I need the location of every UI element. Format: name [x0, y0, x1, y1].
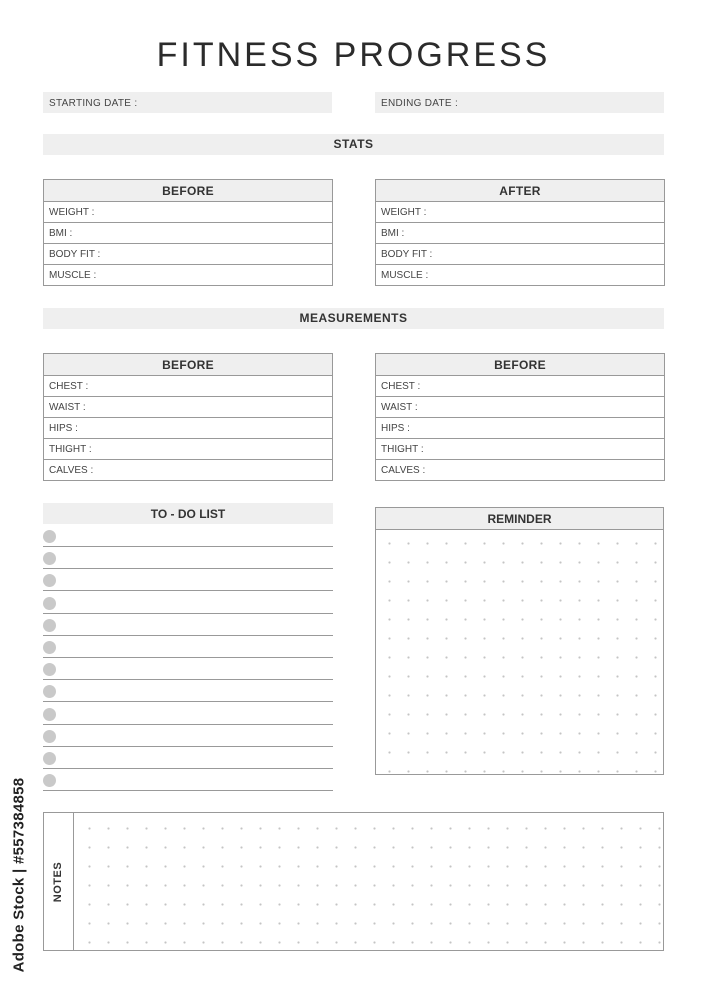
todo-list-heading: TO - DO LIST [43, 503, 333, 524]
measurement-right-chest[interactable]: CHEST : [376, 376, 665, 397]
notes-box [43, 812, 664, 951]
stats-before-muscle[interactable]: MUSCLE : [44, 265, 333, 286]
measurement-left-chest[interactable]: CHEST : [44, 376, 333, 397]
page-title: FITNESS PROGRESS [156, 36, 551, 74]
measurements-right-table [375, 353, 665, 481]
measurement-left-thight[interactable]: THIGHT : [44, 439, 333, 460]
todo-bullet-icon[interactable] [43, 530, 56, 543]
notes-dot-grid[interactable] [74, 813, 663, 950]
todo-bullet-icon[interactable] [43, 708, 56, 721]
todo-item[interactable] [43, 569, 333, 591]
todo-bullet-icon[interactable] [43, 597, 56, 610]
todo-bullet-icon[interactable] [43, 752, 56, 765]
notes-label: NOTES [52, 861, 64, 903]
measurement-right-calves[interactable]: CALVES : [376, 460, 665, 481]
measurement-left-waist[interactable]: WAIST : [44, 397, 333, 418]
todo-bullet-icon[interactable] [43, 685, 56, 698]
measurement-right-thight[interactable]: THIGHT : [376, 439, 665, 460]
todo-bullet-icon[interactable] [43, 641, 56, 654]
measurement-right-waist[interactable]: WAIST : [376, 397, 665, 418]
todo-item[interactable] [43, 547, 333, 569]
measurement-right-hips[interactable]: HIPS : [376, 418, 665, 439]
reminder-heading: REMINDER [376, 508, 663, 530]
measurements-heading: MEASUREMENTS [43, 308, 664, 329]
todo-bullet-icon[interactable] [43, 574, 56, 587]
todo-bullet-icon[interactable] [43, 619, 56, 632]
reminder-box [375, 507, 664, 775]
stats-heading: STATS [43, 134, 664, 155]
reminder-dot-grid[interactable] [376, 530, 663, 774]
stock-watermark [6, 760, 32, 990]
todo-item[interactable] [43, 658, 333, 680]
measurements-left-heading: BEFORE [44, 354, 333, 376]
stats-after-bmi[interactable]: BMI : [376, 223, 665, 244]
notes-side-panel [44, 813, 74, 950]
stats-before-body-fit[interactable]: BODY FIT : [44, 244, 333, 265]
stats-before-table [43, 179, 333, 286]
stats-after-heading: AFTER [376, 180, 665, 202]
todo-item[interactable] [43, 592, 333, 614]
measurements-left-table [43, 353, 333, 481]
ending-date-field[interactable]: ENDING DATE : [375, 92, 664, 113]
todo-item[interactable] [43, 680, 333, 702]
stats-after-table [375, 179, 665, 286]
stats-before-bmi[interactable]: BMI : [44, 223, 333, 244]
todo-item[interactable] [43, 769, 333, 791]
todo-item[interactable] [43, 725, 333, 747]
todo-item[interactable] [43, 525, 333, 547]
measurement-left-hips[interactable]: HIPS : [44, 418, 333, 439]
stats-before-weight[interactable]: WEIGHT : [44, 202, 333, 223]
watermark-text: Adobe Stock | #557384858 [10, 777, 28, 973]
todo-bullet-icon[interactable] [43, 774, 56, 787]
todo-bullet-icon[interactable] [43, 730, 56, 743]
starting-date-field[interactable]: STARTING DATE : [43, 92, 332, 113]
todo-bullet-icon[interactable] [43, 552, 56, 565]
measurements-right-heading: BEFORE [376, 354, 665, 376]
todo-bullet-icon[interactable] [43, 663, 56, 676]
stats-after-weight[interactable]: WEIGHT : [376, 202, 665, 223]
stats-before-heading: BEFORE [44, 180, 333, 202]
todo-item[interactable] [43, 614, 333, 636]
stats-after-body-fit[interactable]: BODY FIT : [376, 244, 665, 265]
todo-item[interactable] [43, 747, 333, 769]
measurement-left-calves[interactable]: CALVES : [44, 460, 333, 481]
stats-after-muscle[interactable]: MUSCLE : [376, 265, 665, 286]
todo-item[interactable] [43, 703, 333, 725]
todo-item[interactable] [43, 636, 333, 658]
